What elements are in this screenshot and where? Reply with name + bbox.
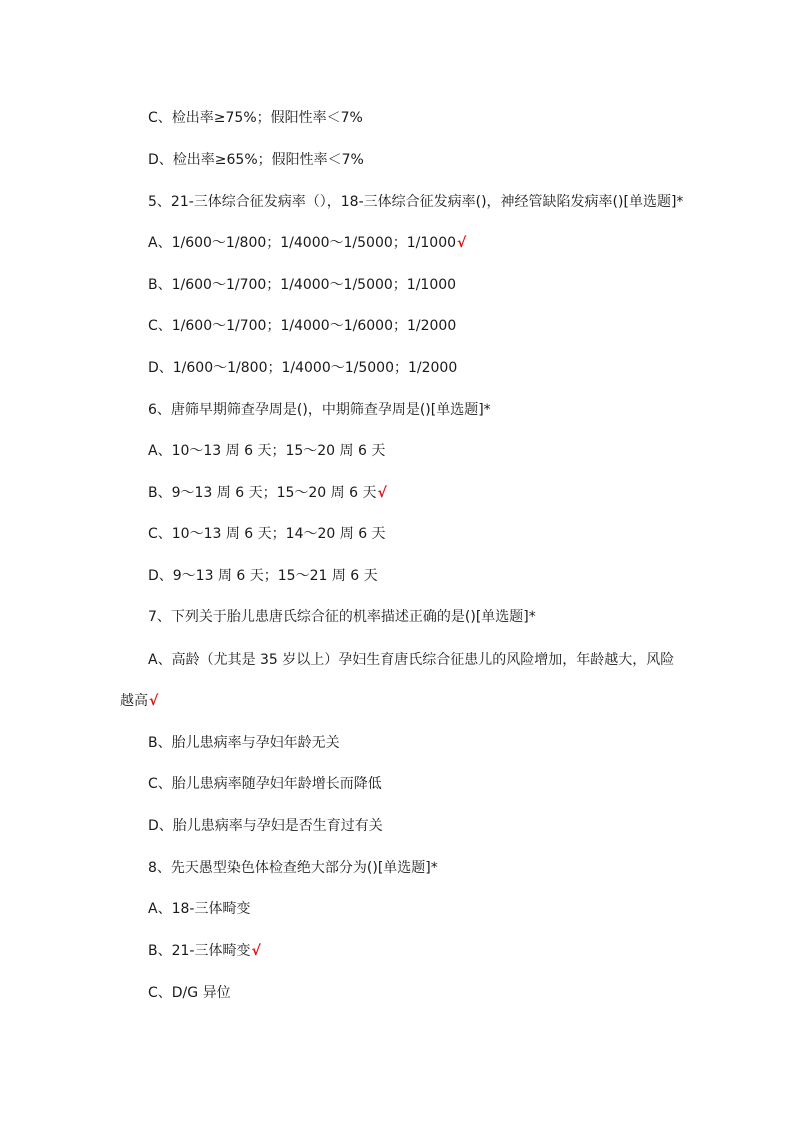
question-8 — [148, 858, 439, 878]
option-a-q7 — [148, 650, 675, 670]
line-text: A、10～13 周 6 天；15～20 周 6 天 — [148, 443, 386, 459]
line-text: C、1/600～1/700；1/4000～1/6000；1/2000 — [148, 318, 457, 334]
line-text: A、1/600～1/800；1/4000～1/5000；1/1000 — [148, 235, 457, 251]
option-b-q5 — [148, 275, 457, 295]
option-b-q7 — [148, 733, 341, 753]
line-text: 8、先天愚型染色体检查绝大部分为()[单选题]* — [148, 860, 438, 876]
option-d-q4 — [148, 150, 365, 170]
option-d-q6 — [148, 566, 379, 586]
option-a-q7-continued — [120, 691, 158, 711]
answer-check-icon: √ — [149, 693, 159, 709]
answer-check-icon: √ — [377, 485, 387, 501]
line-text: A、高龄（尤其是 35 岁以上）孕妇生育唐氏综合征患儿的风险增加，年龄越大，风险 — [148, 652, 675, 668]
line-text: B、胎儿患病率与孕妇年龄无关 — [148, 735, 340, 751]
line-text: C、胎儿患病率随孕妇年龄增长而降低 — [148, 776, 382, 792]
answer-check-icon: √ — [251, 943, 261, 959]
line-text: A、18-三体畸变 — [148, 901, 251, 917]
option-b-q6 — [148, 483, 387, 503]
option-c-q5 — [148, 316, 457, 336]
option-c-q7 — [148, 774, 383, 794]
line-text: D、检出率≥65%；假阳性率＜7% — [148, 152, 364, 168]
line-text: D、胎儿患病率与孕妇是否生育过有关 — [148, 818, 383, 834]
question-7 — [148, 607, 537, 627]
answer-check-icon: √ — [457, 235, 467, 251]
option-a-q8 — [148, 899, 251, 919]
line-text: 6、唐筛早期筛查孕周是()，中期筛查孕周是()[单选题]* — [148, 402, 491, 418]
option-c-q6 — [148, 524, 387, 544]
line-text: 7、下列关于胎儿患唐氏综合征的机率描述正确的是()[单选题]* — [148, 609, 536, 625]
question-6 — [148, 400, 492, 420]
option-d-q7 — [148, 816, 384, 836]
line-text: D、9～13 周 6 天；15～21 周 6 天 — [148, 568, 378, 584]
line-text: C、10～13 周 6 天；14～20 周 6 天 — [148, 526, 386, 542]
option-d-q5 — [148, 358, 458, 378]
option-b-q8 — [148, 941, 261, 961]
option-c-q8 — [148, 983, 232, 1003]
line-text: C、检出率≥75%；假阳性率＜7% — [148, 110, 363, 126]
line-text: B、9～13 周 6 天；15～20 周 6 天 — [148, 485, 377, 501]
line-text: 5、21-三体综合征发病率（），18-三体综合征发病率()，神经管缺陷发病率()[单选题]* — [148, 194, 684, 210]
option-a-q5 — [148, 233, 466, 253]
option-a-q6 — [148, 441, 386, 461]
line-text: B、21-三体畸变 — [148, 943, 251, 959]
line-text: C、D/G 异位 — [148, 985, 231, 1001]
option-c-q4 — [148, 108, 364, 128]
line-text: D、1/600～1/800；1/4000～1/5000；1/2000 — [148, 360, 458, 376]
line-text: B、1/600～1/700；1/4000～1/5000；1/1000 — [148, 277, 457, 293]
question-5 — [148, 192, 684, 212]
line-text: 越高 — [120, 693, 148, 709]
